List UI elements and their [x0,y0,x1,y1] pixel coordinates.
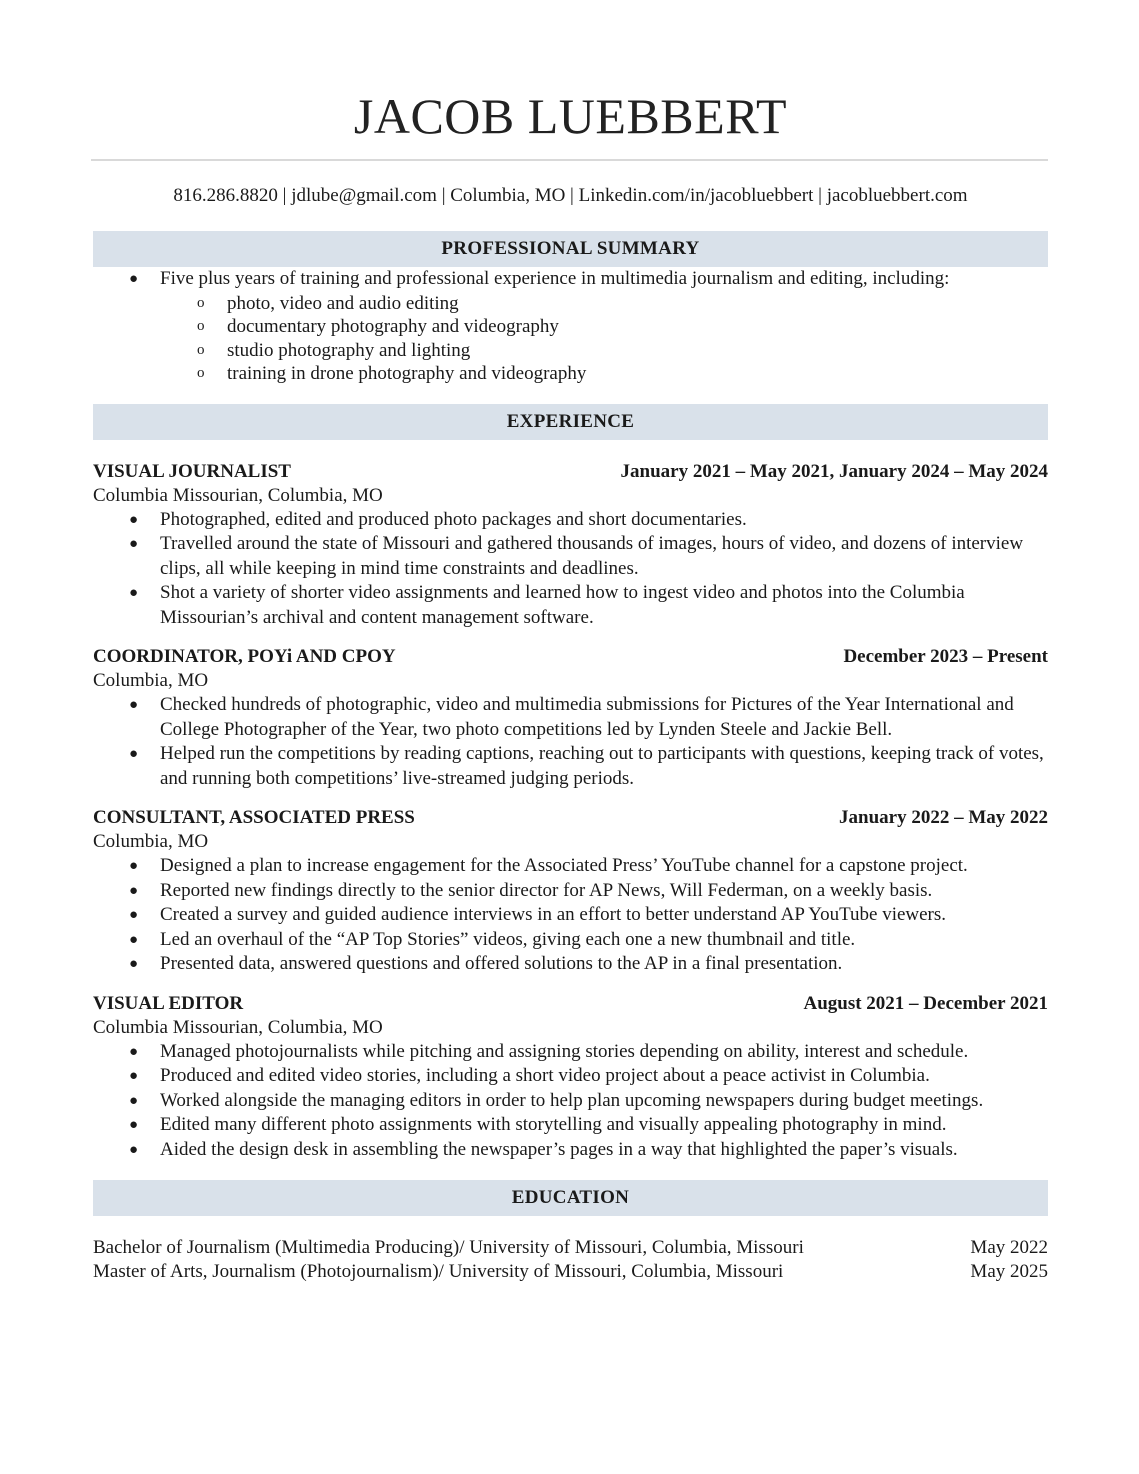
job-location: Columbia, MO [93,670,209,691]
job-bullet-text: Created a survey and guided audience interviews in an effort to better understand AP YouTube viewers. [160,904,947,925]
bullet-icon: ● [129,697,139,713]
bullet-icon: ● [129,907,139,923]
summary-subitem-text: studio photography and lighting [227,339,471,361]
circle-bullet-icon: o [197,294,205,311]
job-bullets [93,693,1048,791]
job-bullet [93,952,1048,977]
job-bullet-text: Led an overhaul of the “AP Top Stories” videos, giving each one a new thumbnail and title. [160,928,856,950]
job-bullet-text: Helped run the competitions by reading captions, reaching out to participants with questions, keeping track of votes, and running both competitions’ live-streamed judging periods. [160,743,1044,789]
bullet-icon: ● [129,1068,139,1084]
job-bullet [93,742,1048,791]
summary-subitem-text: photo, video and audio editing [227,292,459,314]
job-bullet [93,854,1048,879]
job-dates: August 2021 – December 2021 [803,992,1048,1014]
job-entry [93,460,1048,631]
resume-page [93,0,1048,1284]
bullet-icon: ● [129,956,139,972]
summary-bullet [93,267,1048,292]
contact-line: 816.286.8820 | jdlube@gmail.com | Columbia, MO | Linkedin.com/in/jacobluebbert | jacobluebbert.com [173,185,968,206]
job-bullets [93,854,1048,977]
job-title: VISUAL EDITOR [93,992,244,1014]
job-bullet-text: Worked alongside the managing editors in order to help plan upcoming newspapers during budget meetings. [160,1089,984,1111]
summary-bullet-text: Five plus years of training and professional experience in multimedia journalism and editing, including: [160,268,950,289]
section-header-education: EDUCATION [93,1180,1048,1216]
bullet-icon: ● [129,536,139,552]
education-degree: Master of Arts, Journalism (Photojournalism)/ University of Missouri, Columbia, Missouri [93,1261,784,1282]
section-header-summary: PROFESSIONAL SUMMARY [93,231,1048,267]
bullet-icon: ● [129,882,139,899]
job-bullet-text: Produced and edited video stories, including a short video project about a peace activist in Columbia. [160,1065,930,1086]
job-header [93,992,1048,1016]
education-date: May 2025 [970,1261,1048,1282]
job-bullet [93,508,1048,533]
job-bullet [93,879,1048,904]
header-divider [91,159,1048,161]
education-row [93,1236,1048,1260]
bullet-icon: ● [129,1043,139,1060]
circle-bullet-icon: o [197,341,205,358]
job-bullet-text: Travelled around the state of Missouri and gathered thousands of images, hours of video, and dozens of interview clips, all while keeping in mind time constraints and deadlines. [160,533,1024,579]
bullet-icon: ● [129,1092,139,1109]
job-bullet-text: Presented data, answered questions and offered solutions to the AP in a final presentation. [160,953,843,974]
job-bullets [93,1040,1048,1163]
bullet-icon: ● [129,1141,139,1158]
job-bullet-text: Shot a variety of shorter video assignments and learned how to ingest video and photos into the Columbia Missourian’s archival and content management software. [160,582,965,628]
job-location: Columbia Missourian, Columbia, MO [93,1016,383,1038]
education-date: May 2022 [970,1237,1048,1258]
job-header [93,806,1048,830]
job-bullet [93,532,1048,581]
section-header-experience: EXPERIENCE [93,404,1048,440]
bullet-icon: ● [129,511,139,528]
job-dates: January 2022 – May 2022 [839,807,1048,828]
job-bullet [93,1040,1048,1065]
job-bullet-text: Aided the design desk in assembling the newspaper’s pages in a way that highlighted the paper’s visuals. [160,1138,958,1160]
job-bullet [93,1064,1048,1089]
job-location: Columbia Missourian, Columbia, MO [93,484,383,506]
job-entry [93,992,1048,1163]
summary-subitem [93,339,1048,363]
summary-list [93,267,1048,292]
summary-subitem [93,292,1048,316]
summary-subitem-text: training in drone photography and videography [227,363,587,384]
job-bullets [93,508,1048,631]
bullet-icon: ● [129,585,139,601]
job-bullet-text: Managed photojournalists while pitching and assigning stories depending on ability, interest and schedule. [160,1040,969,1062]
job-bullet-text: Edited many different photo assignments with storytelling and visually appealing photography in mind. [160,1114,947,1135]
resume-name: JACOB LUEBBERT [353,88,788,144]
job-entry [93,645,1048,791]
job-dates: January 2021 – May 2021, January 2024 – May 2024 [620,460,1048,482]
job-title: COORDINATOR, POYi AND CPOY [93,646,396,667]
job-bullet-text: Designed a plan to increase engagement for the Associated Press’ YouTube channel for a capstone project. [160,855,968,876]
summary-subitem [93,315,1048,339]
job-bullet [93,903,1048,928]
job-bullet [93,1089,1048,1114]
education-list [93,1236,1048,1284]
job-bullet [93,581,1048,630]
education-row [93,1260,1048,1284]
circle-bullet-icon: o [197,365,205,381]
job-dates: December 2023 – Present [843,646,1048,667]
circle-bullet-icon: o [197,318,205,334]
job-entry [93,806,1048,977]
job-bullet [93,1113,1048,1138]
bullet-icon: ● [129,746,139,762]
job-bullet-text: Reported new findings directly to the senior director for AP News, Will Federman, on a weekly basis. [160,879,933,901]
summary-subitem [93,362,1048,386]
job-header [93,645,1048,669]
job-title: VISUAL JOURNALIST [93,460,291,482]
job-location: Columbia, MO [93,831,209,852]
bullet-icon: ● [129,271,139,287]
job-header [93,460,1048,484]
bullet-icon: ● [129,931,139,948]
job-bullet-text: Photographed, edited and produced photo packages and short documentaries. [160,508,747,530]
bullet-icon: ● [129,858,139,874]
bullet-icon: ● [129,1117,139,1133]
education-degree: Bachelor of Journalism (Multimedia Producing)/ University of Missouri, Columbia, Missouri [93,1237,804,1258]
job-bullet-text: Checked hundreds of photographic, video and multimedia submissions for Pictures of the Year International and College Photographer of the Year, two photo competitions led by Lynden Steele and Jackie Bell. [160,694,1014,740]
job-bullet [93,1138,1048,1163]
summary-subitem-text: documentary photography and videography [227,316,559,337]
summary-sublist [93,292,1048,386]
job-bullet [93,928,1048,953]
job-title: CONSULTANT, ASSOCIATED PRESS [93,807,415,828]
job-bullet [93,693,1048,742]
